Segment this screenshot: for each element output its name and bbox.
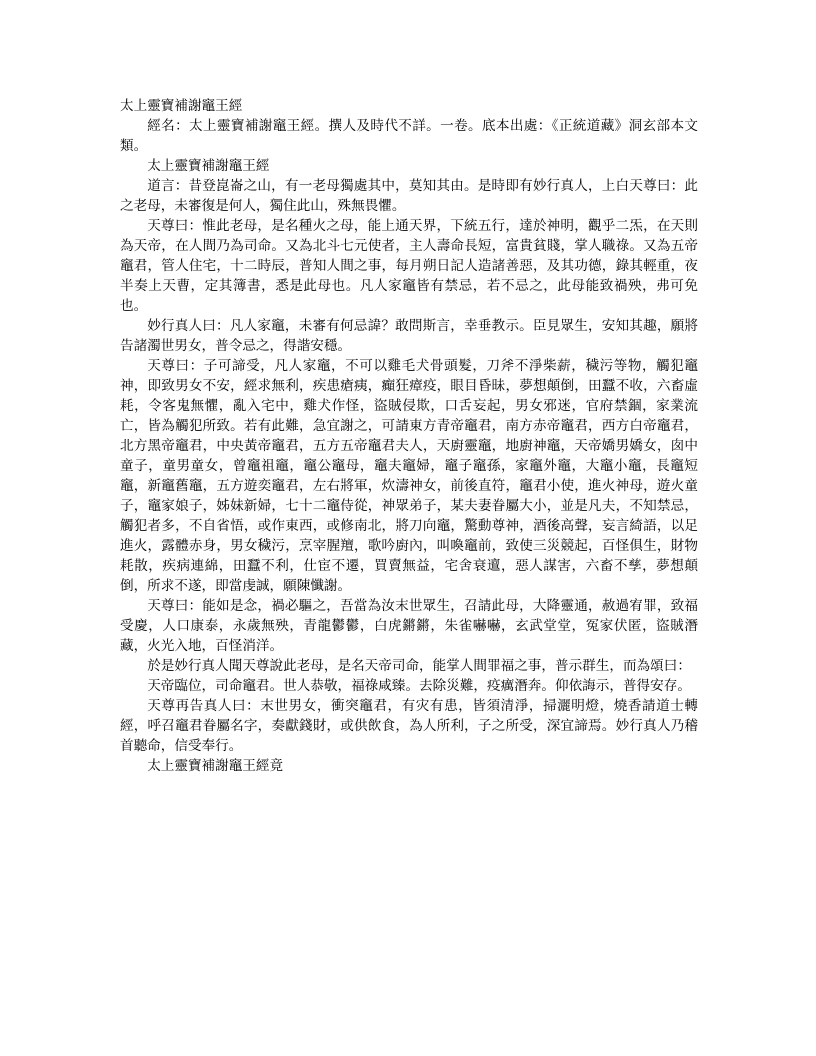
body-paragraph: 天尊曰：能如是念，禍必驅之，吾當為汝末世眾生，召請此母，大降靈通，赦過宥罪，致福受慶，人口康泰，永歲無殃，青龍鬱鬱，白虎鏘鏘，朱雀嚇嚇，玄武堂堂，冤家伏匿，盜賊潛藏，火光入地，百怪消洋。 xyxy=(120,598,698,654)
body-paragraph: 道言：昔登崑崙之山，有一老母獨處其中，莫知其由。是時即有妙行真人，上白天尊曰：此之老母，未審復是何人，獨住此山，殊無畏懼。 xyxy=(120,178,698,214)
body-paragraph: 天尊曰：惟此老母，是名種火之母，能上通天界，下統五行，達於神明，觀乎二炁，在天則為天帝，在人間乃為司命。又為北斗七元使者，主人壽命長短，富貴貧賤，掌人職祿。又為五帝竈君，管人住宅，十二時辰，普知人間之事，每月朔日記人造諸善惡，及其功德，錄其輕重，夜半奏上天曹，定其簿書，悉是此母也。凡人家竈皆有禁忌，若不忌之，此母能致禍殃，弗可免也。 xyxy=(120,218,698,314)
body-paragraph: 於是妙行真人聞天尊說此老母，是名天帝司命，能掌人間罪福之事，普示群生，而為頌曰： xyxy=(147,658,691,674)
body-paragraph: 天尊再告真人曰：末世男女，衝突竈君，有灾有患，皆須清淨，掃灑明燈，燒香請道士轉經，呼召竈君眷屬名字，奏獻錢財，或供飲食，為人所利，子之所受，深宜諦焉。妙行真人乃稽首聽命，信受奉行。 xyxy=(120,698,698,754)
source-note-paragraph: 經名：太上靈寶補謝竈王經。撰人及時代不詳。一卷。底本出處：《正統道藏》洞玄部本文類。 xyxy=(120,118,698,154)
verse-paragraph: 天帝臨位，司命竈君。世人恭敬，福祿咸臻。去除災難，疫癘潛奔。仰依誨示，普得安存。 xyxy=(147,678,691,694)
document-page xyxy=(120,96,698,776)
body-paragraph: 妙行真人曰：凡人家竈，未審有何忌諱？敢問斯言，幸垂教示。臣見眾生，安知其趣，願將告諸濁世男女，普令忌之，得諧安穩。 xyxy=(120,318,698,354)
closing-title-paragraph: 太上靈寶補謝竈王經竟 xyxy=(147,758,284,774)
body-paragraph: 天尊曰：子可諦受，凡人家竈，不可以雞毛犬骨頭髮，刀斧不淨柴薪，穢污等物，觸犯竈神，即致男女不安，經求無利，疾患瘡痍，癲狂瘴疫，眼目昏昧，夢想顛倒，田蠶不收，六畜虛耗，令客鬼無懼，亂入宅中，雞犬作怪，盜賊侵欺，口舌妄起，男女邪迷，官府禁錮，家業流亡，皆為觸犯所致。若有此難，急宜謝之，可請東方青帝竈君，南方赤帝竈君，西方白帝竈君，北方黑帝竈君，中央黃帝竈君，五方五帝竈君夫人，天廚靈竈，地廚神竈，天帝嬌男嬌女，囱中童子，童男童女，曾竈祖竈，竈公竈母，竈夫竈婦，竈子竈孫，家竈外竈，大竈小竈，長竈短竈，新竈舊竈，五方遊奕竈君，左右將軍，炊濤神女，前後直符，竈君小使，進火神母，遊火童子，竈家娘子，姊妹新婦，七十二竈侍從，神眾弟子，某夫妻眷屬大小，並是凡夫，不知禁忌，觸犯者多，不自省悟，或作東西，或修南北，將刀向竈，驚動尊神，酒後高聲，妄言綺語，以足進火，露體赤身，男女穢污，烹宰腥羶，歌吟廚內，叫喚竈前，致使三災競起，百怪俱生，財物耗散，疾病連綿，田蠶不利，仕宦不遷，買賣無益，宅舍衰邅，惡人謀害，六畜不孳，夢想顛倒，所求不遂，即當虔誠，願陳懺謝。 xyxy=(120,358,698,594)
scripture-title-paragraph: 太上靈寶補謝竈王經 xyxy=(147,158,270,174)
document-heading: 太上靈寶補謝竈王經 xyxy=(120,98,243,114)
